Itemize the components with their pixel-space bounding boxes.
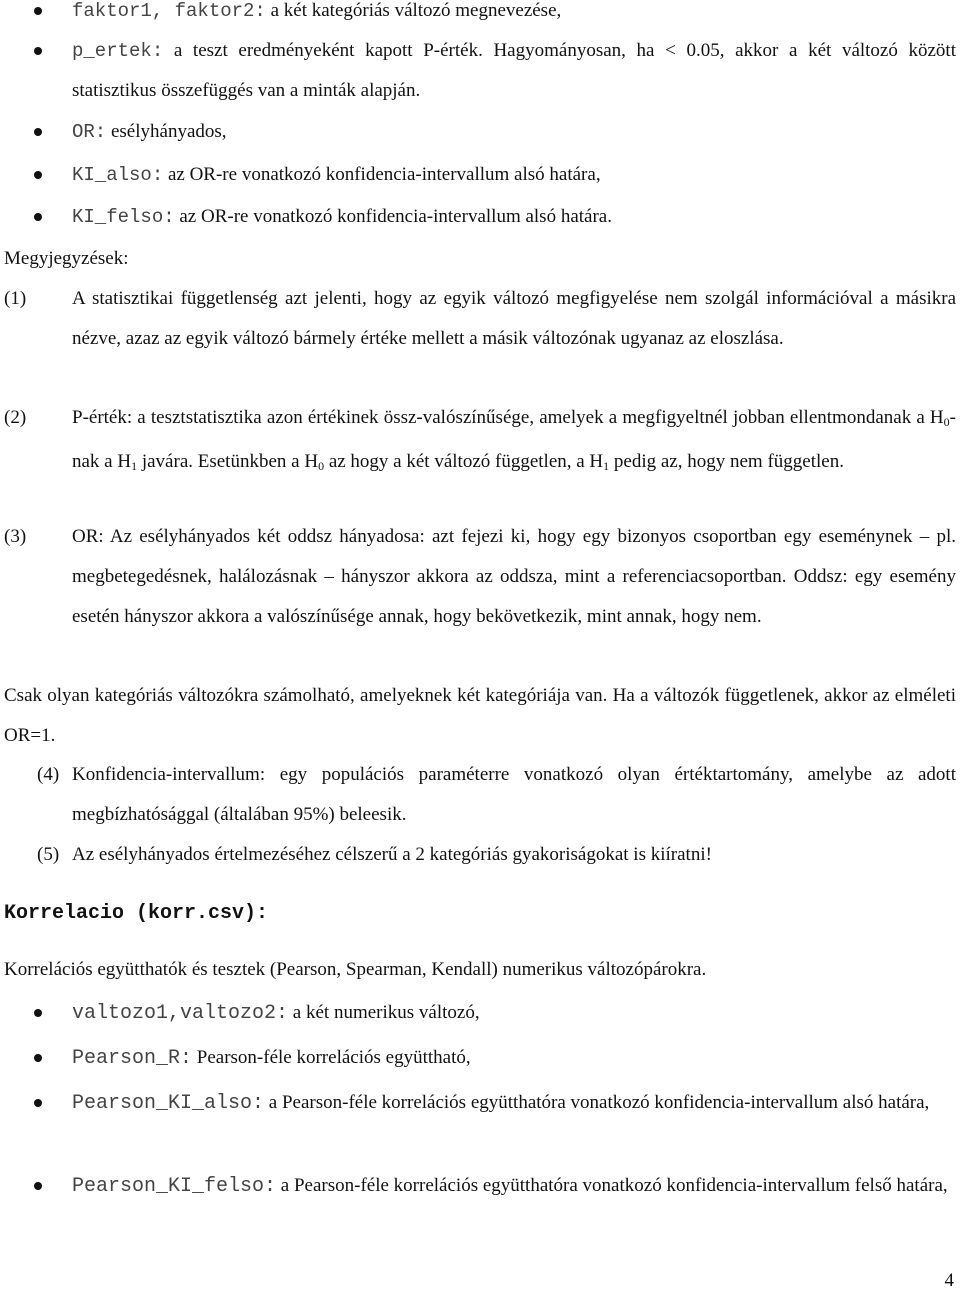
field-description: az OR-re vonatkozó konfidencia-intervallum alsó határa, xyxy=(163,164,601,185)
field-description: esélyhányados, xyxy=(106,121,227,142)
note-item xyxy=(4,279,956,359)
paragraph: Csak olyan kategóriás változókra számolható, amelyeknek két kategóriája van. Ha a változók függetlenek, akkor az elméleti OR=1. xyxy=(4,685,956,746)
field-name: KI_felso: xyxy=(72,206,175,228)
paragraph: Korrelációs együtthatók és tesztek (Pearson, Spearman, Kendall) numerikus változópárokra. xyxy=(4,959,707,980)
note-number: (2) xyxy=(4,407,27,428)
list-item xyxy=(0,993,956,1034)
field-name: Pearson_R: xyxy=(72,1047,193,1070)
bullet-dot xyxy=(34,1182,42,1190)
note-item xyxy=(4,755,956,835)
field-name: Pearson_KI_felso: xyxy=(72,1175,277,1198)
note-text: OR: Az esélyhányados két oddsz hányadosa: azt fejezi ki, hogy egy bizonyos csoportban egy eseménynek – pl. megbetegedésnek, halálozásnak – hányszor akkora az oddsza, mint a referenciacsoportban. Oddsz: egy esemény esetén hányszor akkora a valószínűsége annak, hogy bekövetkezik, mint annak, hogy nem. xyxy=(72,526,956,627)
note-item xyxy=(4,835,956,875)
list-item xyxy=(0,112,956,152)
note-text: P-érték: a tesztstatisztika azon értékinek össz-valószínűsége, amelyek a megfigyeltnél jobban ellentmondanak a $H_0$-nak a $H_1$ javára. Esetünkben a $H_0$ az hogy a két változó független, a $H_1$ pedig az, hogy nem független. xyxy=(72,407,956,473)
bullet-dot xyxy=(34,171,42,179)
list-item xyxy=(0,1166,956,1207)
note-text: A statisztikai függetlenség azt jelenti, hogy az egyik változó megfigyelése nem szolgál információval a másikra nézve, azaz az egyik változó bármely értéke mellett a másik változónak ugyanaz az eloszlása. xyxy=(72,288,956,349)
bullet-dot xyxy=(34,1054,42,1062)
page-number: 4 xyxy=(944,1270,954,1291)
note-item xyxy=(4,517,956,637)
field-description: Pearson-féle korrelációs együttható, xyxy=(192,1047,471,1068)
list-item xyxy=(0,1083,956,1124)
field-description: a teszt eredményeként kapott P-érték. Hagyományosan, ha < 0.05, akkor a két változó között statisztikus összefüggés van a minták alapján. xyxy=(72,40,956,101)
field-description: a két kategóriás változó megnevezése, xyxy=(265,0,562,21)
note-number: (5) xyxy=(37,844,60,865)
field-name: OR: xyxy=(72,121,107,143)
field-name: Pearson_KI_also: xyxy=(72,1092,265,1115)
bullet-dot xyxy=(34,213,42,221)
list-item xyxy=(0,31,956,111)
notes-label: Megyjegyzések: xyxy=(4,248,129,269)
bullet-dot xyxy=(34,1099,42,1107)
bullet-dot xyxy=(34,1009,42,1017)
note-text: Konfidencia-intervallum: egy populációs paraméterre vonatkozó olyan értéktartomány, amelybe az adott megbízhatósággal (általában 95%) beleesik. xyxy=(72,764,956,825)
list-item xyxy=(0,197,956,237)
list-item xyxy=(0,155,956,195)
list-item xyxy=(0,1038,956,1079)
field-name: faktor1, faktor2: xyxy=(72,0,266,22)
list-item xyxy=(0,0,956,31)
note-number: (3) xyxy=(4,526,27,547)
field-name: valtozo1,valtozo2: xyxy=(72,1002,289,1025)
field-name: KI_also: xyxy=(72,164,164,186)
note-item xyxy=(4,398,956,486)
note-text: Az esélyhányados értelmezéséhez célszerű a 2 kategóriás gyakoriságokat is kiíratni! xyxy=(72,844,712,865)
field-description: a Pearson-féle korrelációs együtthatóra vonatkozó konfidencia-intervallum felső határa, xyxy=(276,1175,948,1196)
field-description: az OR-re vonatkozó konfidencia-intervallum alsó határa. xyxy=(174,206,612,227)
note-number: (1) xyxy=(4,288,27,309)
bullet-dot xyxy=(34,7,42,15)
field-description: a Pearson-féle korrelációs együtthatóra vonatkozó konfidencia-intervallum alsó határa, xyxy=(264,1092,930,1113)
bullet-dot xyxy=(34,128,42,136)
field-description: a két numerikus változó, xyxy=(288,1002,480,1023)
bullet-dot xyxy=(34,47,42,55)
field-name: p_ertek: xyxy=(72,40,164,62)
note-number: (4) xyxy=(37,764,60,785)
section-heading: Korrelacio (korr.csv): xyxy=(4,902,269,925)
